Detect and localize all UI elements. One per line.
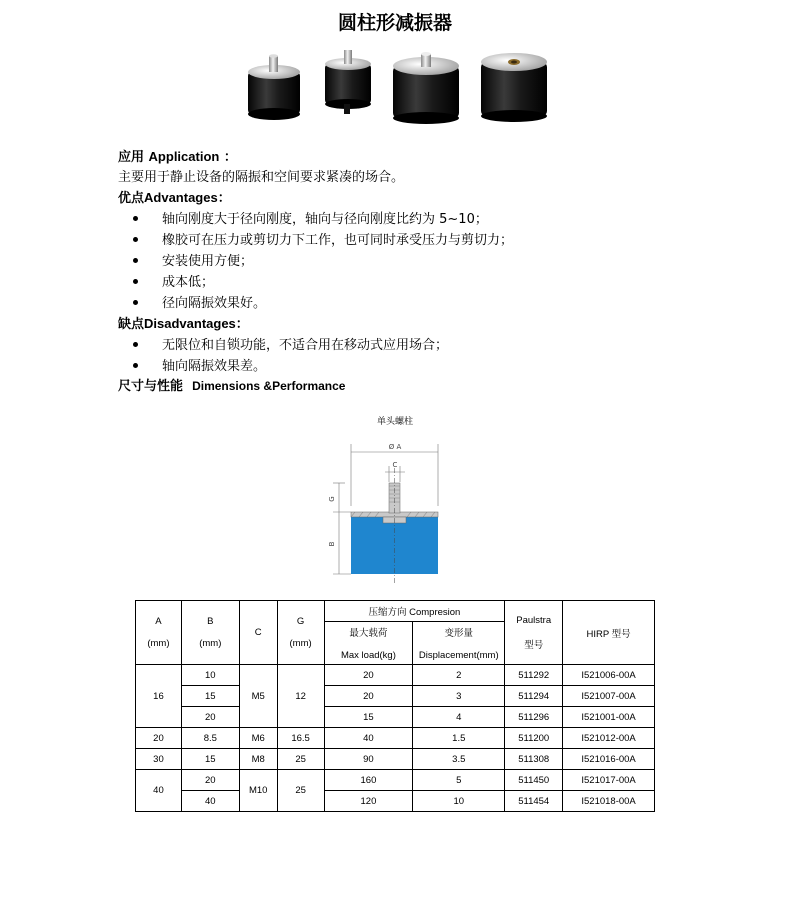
header-max-load: 最大载荷 Max load(kg) (324, 622, 413, 665)
disadvantages-heading: 缺点Disadvantages： (118, 316, 249, 332)
disadvantage-item: 无限位和自锁功能，不适合用在移动式应用场合； (133, 334, 448, 353)
application-text: 主要用于静止设备的隔振和空间要求紧凑的场合。 (118, 170, 405, 185)
header-paulstra: Paulstra 型号 (505, 601, 563, 665)
header-b: B (mm) (181, 601, 239, 665)
table-row: 16 10 M5 12 20 2 511292 I521006-00A (136, 665, 655, 686)
table-row: 30 15 M8 25 90 3.5 511308 I521016-00A (136, 749, 655, 770)
label-a: Ø A (388, 443, 402, 451)
product-photo (243, 50, 553, 128)
page-title: 圆柱形减振器 (337, 12, 452, 34)
advantage-item: 轴向刚度大于径向刚度，轴向与径向刚度比约为 5~10； (133, 208, 488, 227)
diagram-caption: 单头螺柱 (376, 417, 414, 427)
header-c: C (239, 601, 277, 665)
advantage-item: 橡胶可在压力或剪切力下工作，也可同时承受压力与剪切力； (133, 229, 513, 248)
table-row: 20 15 4 511296 I521001-00A (136, 707, 655, 728)
header-hirp: HIRP 型号 (563, 601, 655, 665)
disadvantage-item: 轴向隔振效果差。 (133, 355, 266, 374)
advantages-heading: 优点Advantages： (118, 190, 231, 206)
mount-3 (393, 52, 459, 124)
table-row: 40 20 M10 25 160 5 511450 I521017-00A (136, 770, 655, 791)
advantage-item: 成本低； (133, 271, 214, 290)
table-row: 20 8.5 M6 16.5 40 1.5 511200 I521012-00A (136, 728, 655, 749)
dimensions-heading: 尺寸与性能 Dimensions &Performance (118, 379, 346, 394)
label-c: C (392, 461, 398, 469)
mount-1 (248, 54, 300, 120)
header-displacement: 变形量 Displacement(mm) (413, 622, 505, 665)
mount-2 (325, 50, 371, 114)
table-row: 15 20 3 511294 I521007-00A (136, 686, 655, 707)
header-a: A (mm) (136, 601, 182, 665)
advantage-item: 径向隔振效果好。 (133, 292, 266, 311)
spec-table (135, 600, 655, 812)
label-g: G (328, 496, 336, 502)
mount-diagram (325, 406, 450, 588)
header-compression: 压缩方向 Compresion (324, 601, 505, 622)
advantage-item: 安装使用方便； (133, 250, 253, 269)
label-b: B (328, 541, 336, 547)
table-row: 40 120 10 511454 I521018-00A (136, 791, 655, 812)
header-g: G (mm) (277, 601, 324, 665)
mount-4 (481, 53, 547, 122)
application-heading: 应用 Application ： (118, 149, 237, 165)
